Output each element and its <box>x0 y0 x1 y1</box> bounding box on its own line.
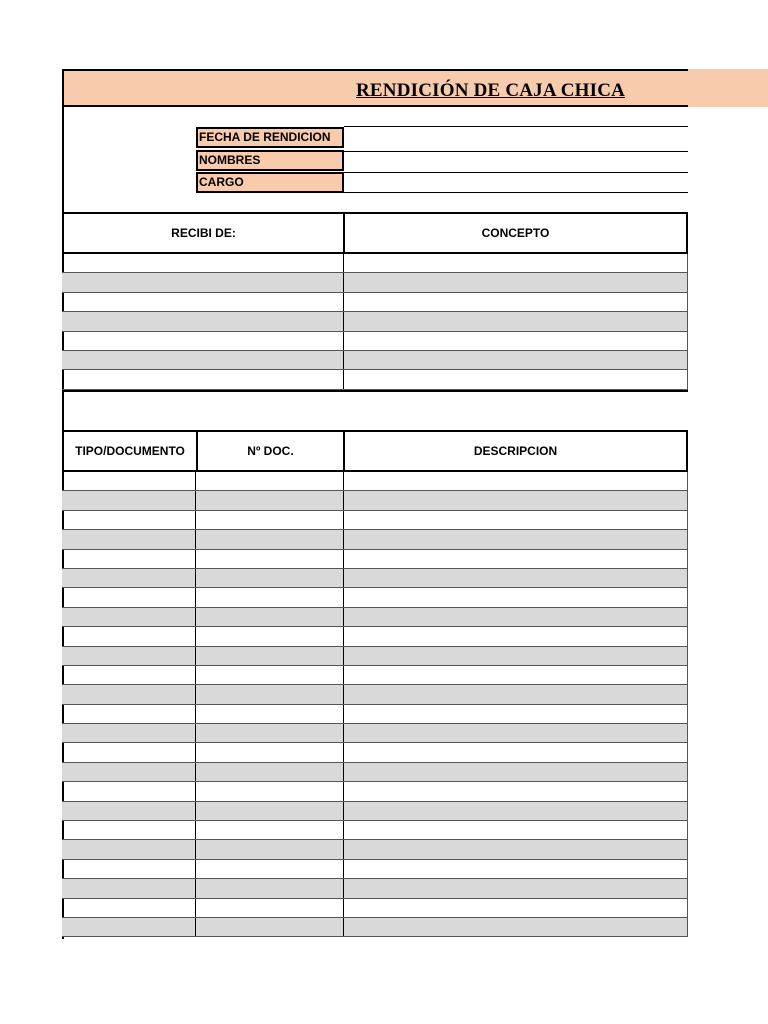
table-row <box>62 666 688 685</box>
section2-cell[interactable] <box>62 899 196 917</box>
section2-cell[interactable] <box>344 685 688 703</box>
section1-cell[interactable] <box>344 254 688 272</box>
header-recibi-de: RECIBI DE: <box>64 214 345 252</box>
section2-cell[interactable] <box>62 879 196 897</box>
section2-cell[interactable] <box>62 840 196 858</box>
section2-cell[interactable] <box>62 511 196 529</box>
section2-cell[interactable] <box>62 588 196 606</box>
section2-cell[interactable] <box>196 802 344 820</box>
section2-cell[interactable] <box>344 918 688 936</box>
section1-cell[interactable] <box>344 273 688 291</box>
table-row <box>62 273 688 292</box>
table-row <box>62 588 688 607</box>
field-top-line <box>344 126 688 127</box>
section2-cell[interactable] <box>196 550 344 568</box>
section2-cell[interactable] <box>344 840 688 858</box>
section2-cell[interactable] <box>344 550 688 568</box>
section2-cell[interactable] <box>62 550 196 568</box>
table-row <box>62 370 688 389</box>
section1-cell[interactable] <box>62 254 344 272</box>
section1-cell[interactable] <box>62 293 344 311</box>
table-row <box>62 840 688 859</box>
table-row <box>62 472 688 491</box>
section2-cell[interactable] <box>62 569 196 587</box>
section2-cell[interactable] <box>344 743 688 761</box>
section2-cell[interactable] <box>196 860 344 878</box>
section2-cell[interactable] <box>196 918 344 936</box>
section1-cell[interactable] <box>344 293 688 311</box>
section2-cell[interactable] <box>62 491 196 509</box>
section2-cell[interactable] <box>62 647 196 665</box>
section2-cell[interactable] <box>62 608 196 626</box>
table-row <box>62 743 688 762</box>
section2-cell[interactable] <box>196 821 344 839</box>
section2-cell[interactable] <box>62 705 196 723</box>
section1-rows <box>62 254 688 392</box>
header-descripcion: DESCRIPCION <box>473 444 558 458</box>
field-value-fecha[interactable] <box>344 151 688 152</box>
table-row <box>62 685 688 704</box>
table-row <box>62 821 688 840</box>
table-row <box>62 918 688 937</box>
section2-cell[interactable] <box>196 511 344 529</box>
field-label-nombres: NOMBRES <box>196 150 344 171</box>
section2-cell[interactable] <box>62 821 196 839</box>
table-row <box>62 647 688 666</box>
section2-header <box>62 430 688 472</box>
section1-cell[interactable] <box>62 351 344 369</box>
section2-cell[interactable] <box>344 647 688 665</box>
section2-cell[interactable] <box>344 491 688 509</box>
section2-cell[interactable] <box>196 763 344 781</box>
section2-cell[interactable] <box>344 511 688 529</box>
title-band-extension <box>688 69 768 107</box>
section2-cell[interactable] <box>196 705 344 723</box>
section1-cell[interactable] <box>62 370 344 388</box>
section2-cell[interactable] <box>62 763 196 781</box>
table-row <box>62 627 688 646</box>
section1-header <box>62 212 688 254</box>
section2-cell[interactable] <box>196 840 344 858</box>
table-row <box>62 530 688 549</box>
section1-cell[interactable] <box>344 351 688 369</box>
section2-cell[interactable] <box>62 472 196 490</box>
section2-cell[interactable] <box>344 666 688 684</box>
section2-cell[interactable] <box>196 530 344 548</box>
section2-cell[interactable] <box>62 685 196 703</box>
section2-rows <box>62 472 688 937</box>
section2-cell[interactable] <box>62 724 196 742</box>
table-row <box>62 724 688 743</box>
table-row <box>62 899 688 918</box>
section2-cell[interactable] <box>196 588 344 606</box>
table-row <box>62 511 688 530</box>
section2-cell[interactable] <box>344 627 688 645</box>
section2-cell[interactable] <box>344 569 688 587</box>
table-row <box>62 763 688 782</box>
table-row <box>62 550 688 569</box>
section2-cell[interactable] <box>196 879 344 897</box>
table-row <box>62 569 688 588</box>
page-title: RENDICIÓN DE CAJA CHICA <box>356 80 626 101</box>
table-row <box>62 705 688 724</box>
section1-cell[interactable] <box>344 312 688 330</box>
section2-cell[interactable] <box>196 666 344 684</box>
section2-cell[interactable] <box>344 821 688 839</box>
header-num-doc: Nº DOC. <box>198 432 345 470</box>
header-concepto: CONCEPTO <box>481 226 550 240</box>
section2-cell[interactable] <box>344 705 688 723</box>
section2-cell[interactable] <box>344 860 688 878</box>
table-row <box>62 254 688 273</box>
section2-cell[interactable] <box>62 782 196 800</box>
section2-cell[interactable] <box>196 569 344 587</box>
section2-cell[interactable] <box>196 743 344 761</box>
field-label-fecha: FECHA DE RENDICION <box>196 127 344 148</box>
table-row <box>62 802 688 821</box>
section2-cell[interactable] <box>196 724 344 742</box>
section2-cell[interactable] <box>344 879 688 897</box>
section2-cell[interactable] <box>196 782 344 800</box>
table-row <box>62 491 688 510</box>
field-value-nombres[interactable] <box>344 172 688 173</box>
section1-cell[interactable] <box>344 332 688 350</box>
field-value-cargo[interactable] <box>344 192 688 193</box>
section1-cell[interactable] <box>62 312 344 330</box>
section2-cell[interactable] <box>196 685 344 703</box>
section2-cell[interactable] <box>344 782 688 800</box>
section2-cell[interactable] <box>344 588 688 606</box>
section2-cell[interactable] <box>62 918 196 936</box>
section2-cell[interactable] <box>62 627 196 645</box>
section2-cell[interactable] <box>196 899 344 917</box>
section2-cell[interactable] <box>196 472 344 490</box>
field-label-cargo: CARGO <box>196 172 344 193</box>
table-row <box>62 351 688 370</box>
table-row <box>62 312 688 331</box>
section2-cell[interactable] <box>62 530 196 548</box>
table-row <box>62 879 688 898</box>
section2-cell[interactable] <box>62 666 196 684</box>
section2-cell[interactable] <box>344 899 688 917</box>
section2-cell[interactable] <box>344 472 688 490</box>
section1-cell[interactable] <box>344 370 688 388</box>
section2-cell[interactable] <box>196 627 344 645</box>
section2-cell[interactable] <box>344 530 688 548</box>
section2-cell[interactable] <box>344 724 688 742</box>
table-row <box>62 332 688 351</box>
table-row <box>62 293 688 312</box>
table-row <box>62 608 688 627</box>
section2-cell[interactable] <box>196 647 344 665</box>
section2-cell[interactable] <box>62 802 196 820</box>
section2-cell[interactable] <box>62 743 196 761</box>
table-row <box>62 782 688 801</box>
section1-cell[interactable] <box>62 273 344 291</box>
section2-cell[interactable] <box>62 860 196 878</box>
section2-cell[interactable] <box>344 763 688 781</box>
section2-cell[interactable] <box>344 608 688 626</box>
section2-cell[interactable] <box>196 608 344 626</box>
section2-cell[interactable] <box>344 802 688 820</box>
table-row <box>62 860 688 879</box>
header-tipo-documento: TIPO/DOCUMENTO <box>64 432 198 470</box>
section1-cell[interactable] <box>62 332 344 350</box>
section2-cell[interactable] <box>196 491 344 509</box>
